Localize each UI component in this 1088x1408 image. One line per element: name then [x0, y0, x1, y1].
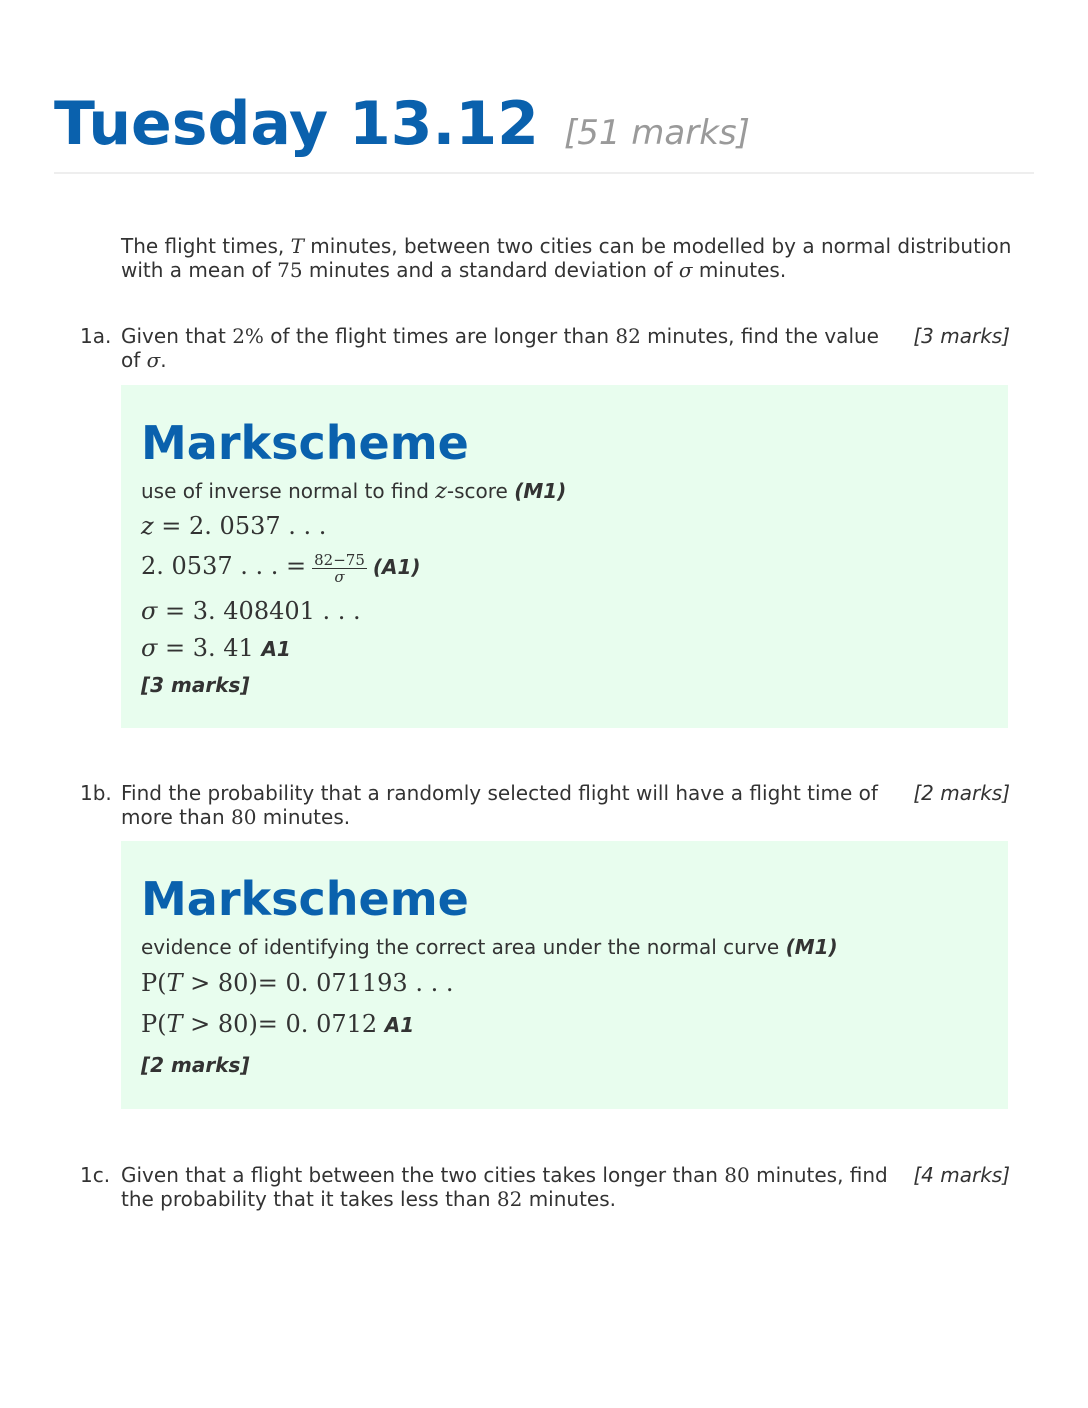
text: minutes.	[522, 1187, 617, 1211]
time-value: 80	[230, 805, 257, 829]
mark-code: (M1)	[514, 479, 567, 503]
question-number: 1b.	[80, 781, 112, 805]
var-T: T	[166, 1010, 183, 1038]
question-stem	[121, 234, 1021, 282]
markscheme-line	[141, 512, 326, 541]
var-z: z	[141, 512, 154, 540]
mark-code: (A1)	[372, 555, 421, 579]
var-T: T	[166, 969, 183, 997]
markscheme-line	[141, 634, 291, 663]
total-marks: [51 marks]	[563, 113, 750, 153]
total-marks: [3 marks]	[141, 673, 250, 697]
markscheme-1b	[121, 841, 1008, 1109]
stem-text: minutes and a standard deviation of	[302, 258, 679, 282]
var-sigma: σ	[678, 258, 693, 282]
markscheme-title: Markscheme	[141, 872, 469, 926]
math-value: = 3. 408401 . . .	[157, 597, 361, 625]
fraction-numerator: 82−75	[314, 551, 365, 569]
text: -score	[446, 479, 515, 503]
mean-value: 75	[277, 258, 303, 282]
text: .	[160, 348, 167, 372]
time-value: 82	[496, 1187, 523, 1211]
math-value: P(	[141, 1010, 167, 1038]
question-number: 1c.	[80, 1163, 111, 1187]
var-sigma: σ	[141, 634, 158, 662]
markscheme-line	[141, 477, 566, 506]
markscheme-total	[141, 671, 250, 699]
var-sigma: σ	[141, 597, 158, 625]
var-T: T	[290, 234, 304, 258]
text: evidence of identifying the correct area under the normal curve	[141, 935, 786, 959]
page-title: Tuesday 13.12	[54, 89, 539, 159]
markscheme-total	[141, 1051, 250, 1079]
math-value: 2. 0537 . . . =	[141, 552, 307, 580]
question-text	[121, 324, 901, 372]
math-value: > 80)= 0. 071193 . . .	[182, 969, 454, 997]
var-sigma: σ	[146, 348, 161, 372]
math-value: > 80)= 0. 0712	[182, 1010, 385, 1038]
var-z: z	[435, 479, 447, 504]
question-text	[121, 1163, 901, 1211]
markscheme-title: Markscheme	[141, 416, 469, 470]
text: minutes, find the value of	[121, 324, 879, 372]
markscheme-line	[141, 552, 421, 585]
percent-value: 2%	[232, 324, 264, 348]
markscheme-line	[141, 933, 838, 961]
time-value: 80	[724, 1163, 750, 1187]
text: minutes, find the probability that it takes less than	[121, 1163, 888, 1211]
question-marks: [4 marks]	[913, 1163, 1010, 1187]
text: Given that	[121, 324, 233, 348]
text: of the flight times are longer than	[263, 324, 616, 348]
math-value: = 2. 0537 . . .	[153, 512, 327, 540]
question-marks: [2 marks]	[913, 781, 1010, 805]
text: Given that a flight between the two cities takes longer than	[121, 1163, 725, 1187]
text: use of inverse normal to find	[141, 479, 436, 503]
page-header	[54, 88, 1034, 174]
time-value: 82	[615, 324, 641, 348]
text: minutes.	[256, 805, 351, 829]
question-number: 1a.	[80, 324, 112, 348]
markscheme-line	[141, 597, 361, 626]
fraction	[312, 552, 367, 585]
question-marks: [3 marks]	[913, 324, 1010, 348]
question-text	[121, 781, 901, 829]
markscheme-line	[141, 1010, 414, 1039]
mark-code: A1	[261, 637, 291, 661]
mark-code: (M1)	[785, 935, 838, 959]
total-marks: [2 marks]	[141, 1053, 250, 1077]
math-value: = 3. 41	[157, 634, 262, 662]
markscheme-line	[141, 969, 453, 998]
stem-text: The flight times,	[121, 234, 291, 258]
stem-text: minutes.	[692, 258, 787, 282]
mark-code: A1	[384, 1013, 415, 1037]
markscheme-1a	[121, 385, 1008, 728]
math-value: P(	[141, 969, 167, 997]
fraction-denominator: σ	[334, 568, 345, 586]
stem-text: minutes, between two cities can be modelled by a normal distribution with a mean of	[121, 234, 1012, 282]
text: Find the probability that a randomly selected flight will have a flight time of more than	[121, 781, 878, 829]
